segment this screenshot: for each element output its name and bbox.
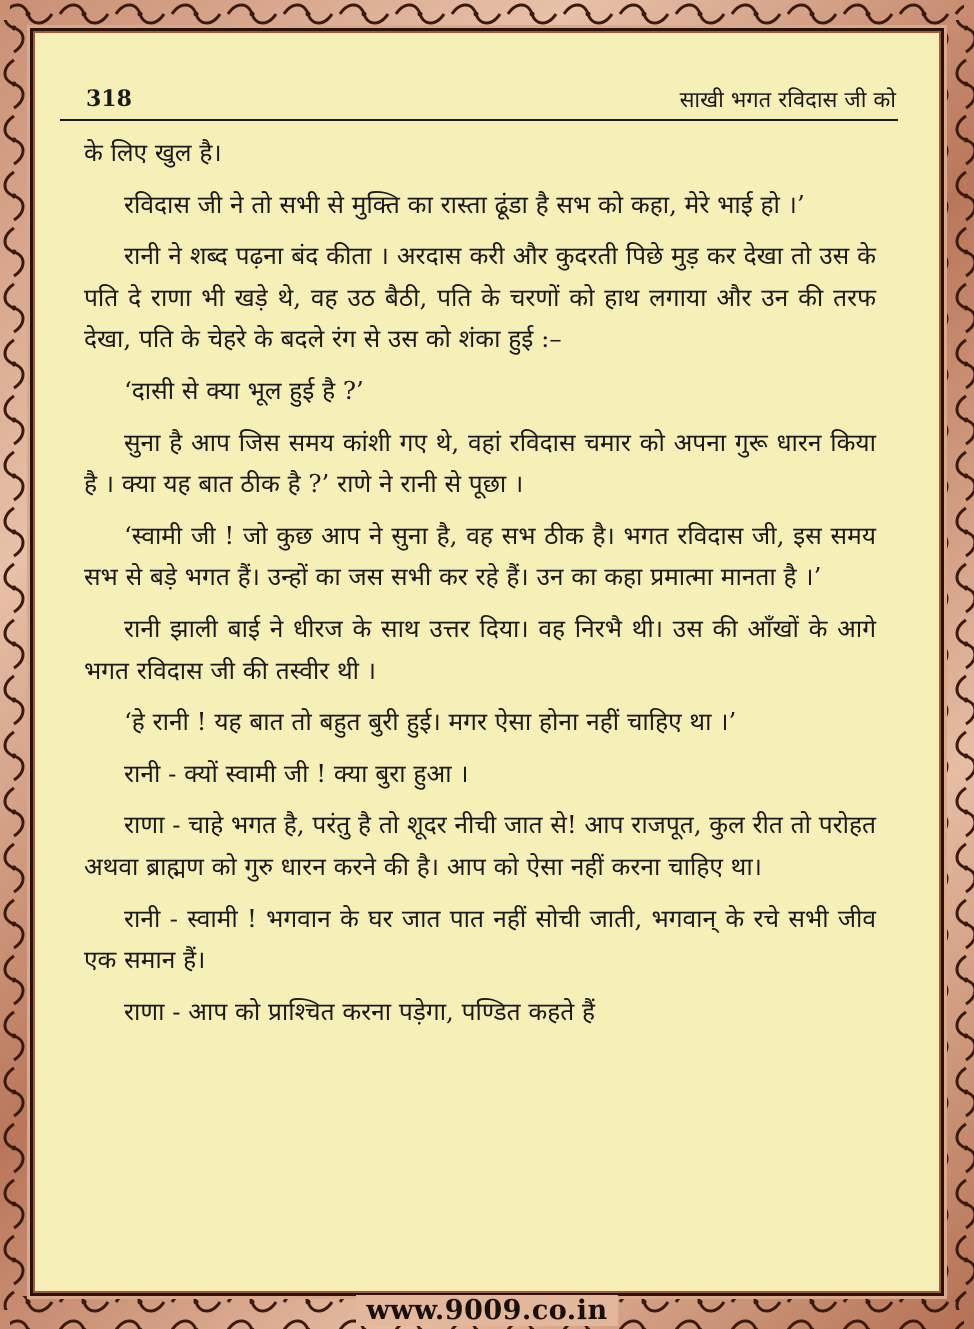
paragraph: के लिए खुल है।: [84, 138, 222, 167]
paragraph: रविदास जी ने तो सभी से मुक्ति का रास्ता ढूंडा है सभ को कहा, मेरे भाई हो ।’: [124, 189, 805, 219]
page-number: 318: [86, 86, 132, 112]
header-divider: [60, 119, 898, 121]
paragraph: ‘दासी से क्या भूल हुई है ?’: [124, 375, 364, 405]
paragraph: राणा - चाहे भगत है, परंतु है तो शूदर नीची जात से! आप राजपूत, कुल रीत तो परोहत अथवा ब्राह्मण को गुरु धारन करने की है। आप को ऐसा नहीं करना चाहिए था।: [84, 810, 876, 881]
page-body: [84, 132, 876, 1042]
website-link[interactable]: www.9009.co.in: [356, 1295, 617, 1326]
website-footer: [0, 1295, 974, 1326]
paragraph: रानी झाली बाई ने धीरज के साथ उत्तर दिया। वह निरभै थी। उस की आँखों के आगे भगत रविदास जी की तस्वीर थी ।: [84, 613, 876, 685]
book-page: [38, 36, 936, 1288]
paragraph: सुना है आप जिस समय कांशी गए थे, वहां रविदास चमार को अपना गुरू धारन किया है । क्या यह बात ठीक है ?’ राणे ने रानी से पूछा ।: [84, 427, 876, 499]
paragraph: रानी - क्यों स्वामी जी ! क्या बुरा हुआ ।: [124, 758, 469, 788]
paragraph: रानी ने शब्द पढ़ना बंद कीता । अरदास करी और कुदरती पिछे मुड़ कर देखा तो उस के पति दे राणा भी खड़े थे, वह उठ बैठी, पति के चरणों को हाथ लगाया और उन की तरफ देखा, पति के चेहरे के बदले रंग से उस को शंका हुई :–: [84, 241, 876, 354]
paragraph: ‘स्वामी जी ! जो कुछ आप ने सुना है, वह सभ ठीक है। भगत रविदास जी, इस समय सभ से बड़े भगत हैं। उन्हों का जस सभी कर रहे हैं। उन का कहा प्रमात्मा मानता है ।’: [84, 520, 876, 592]
page-header: [62, 80, 896, 120]
paragraph: रानी - स्वामी ! भगवान के घर जात पात नहीं सोची जाती, भगवान् के रचे सभी जीव एक समान हैं।: [84, 903, 876, 975]
paragraph: राणा - आप को प्राश्चित करना पड़ेगा, पण्डित कहते हैं: [124, 996, 595, 1026]
running-title: साखी भगत रविदास जी को: [679, 88, 896, 113]
paragraph: ‘हे रानी ! यह बात तो बहुत बुरी हुई। मगर ऐसा होना नहीं चाहिए था ।’: [124, 707, 737, 737]
